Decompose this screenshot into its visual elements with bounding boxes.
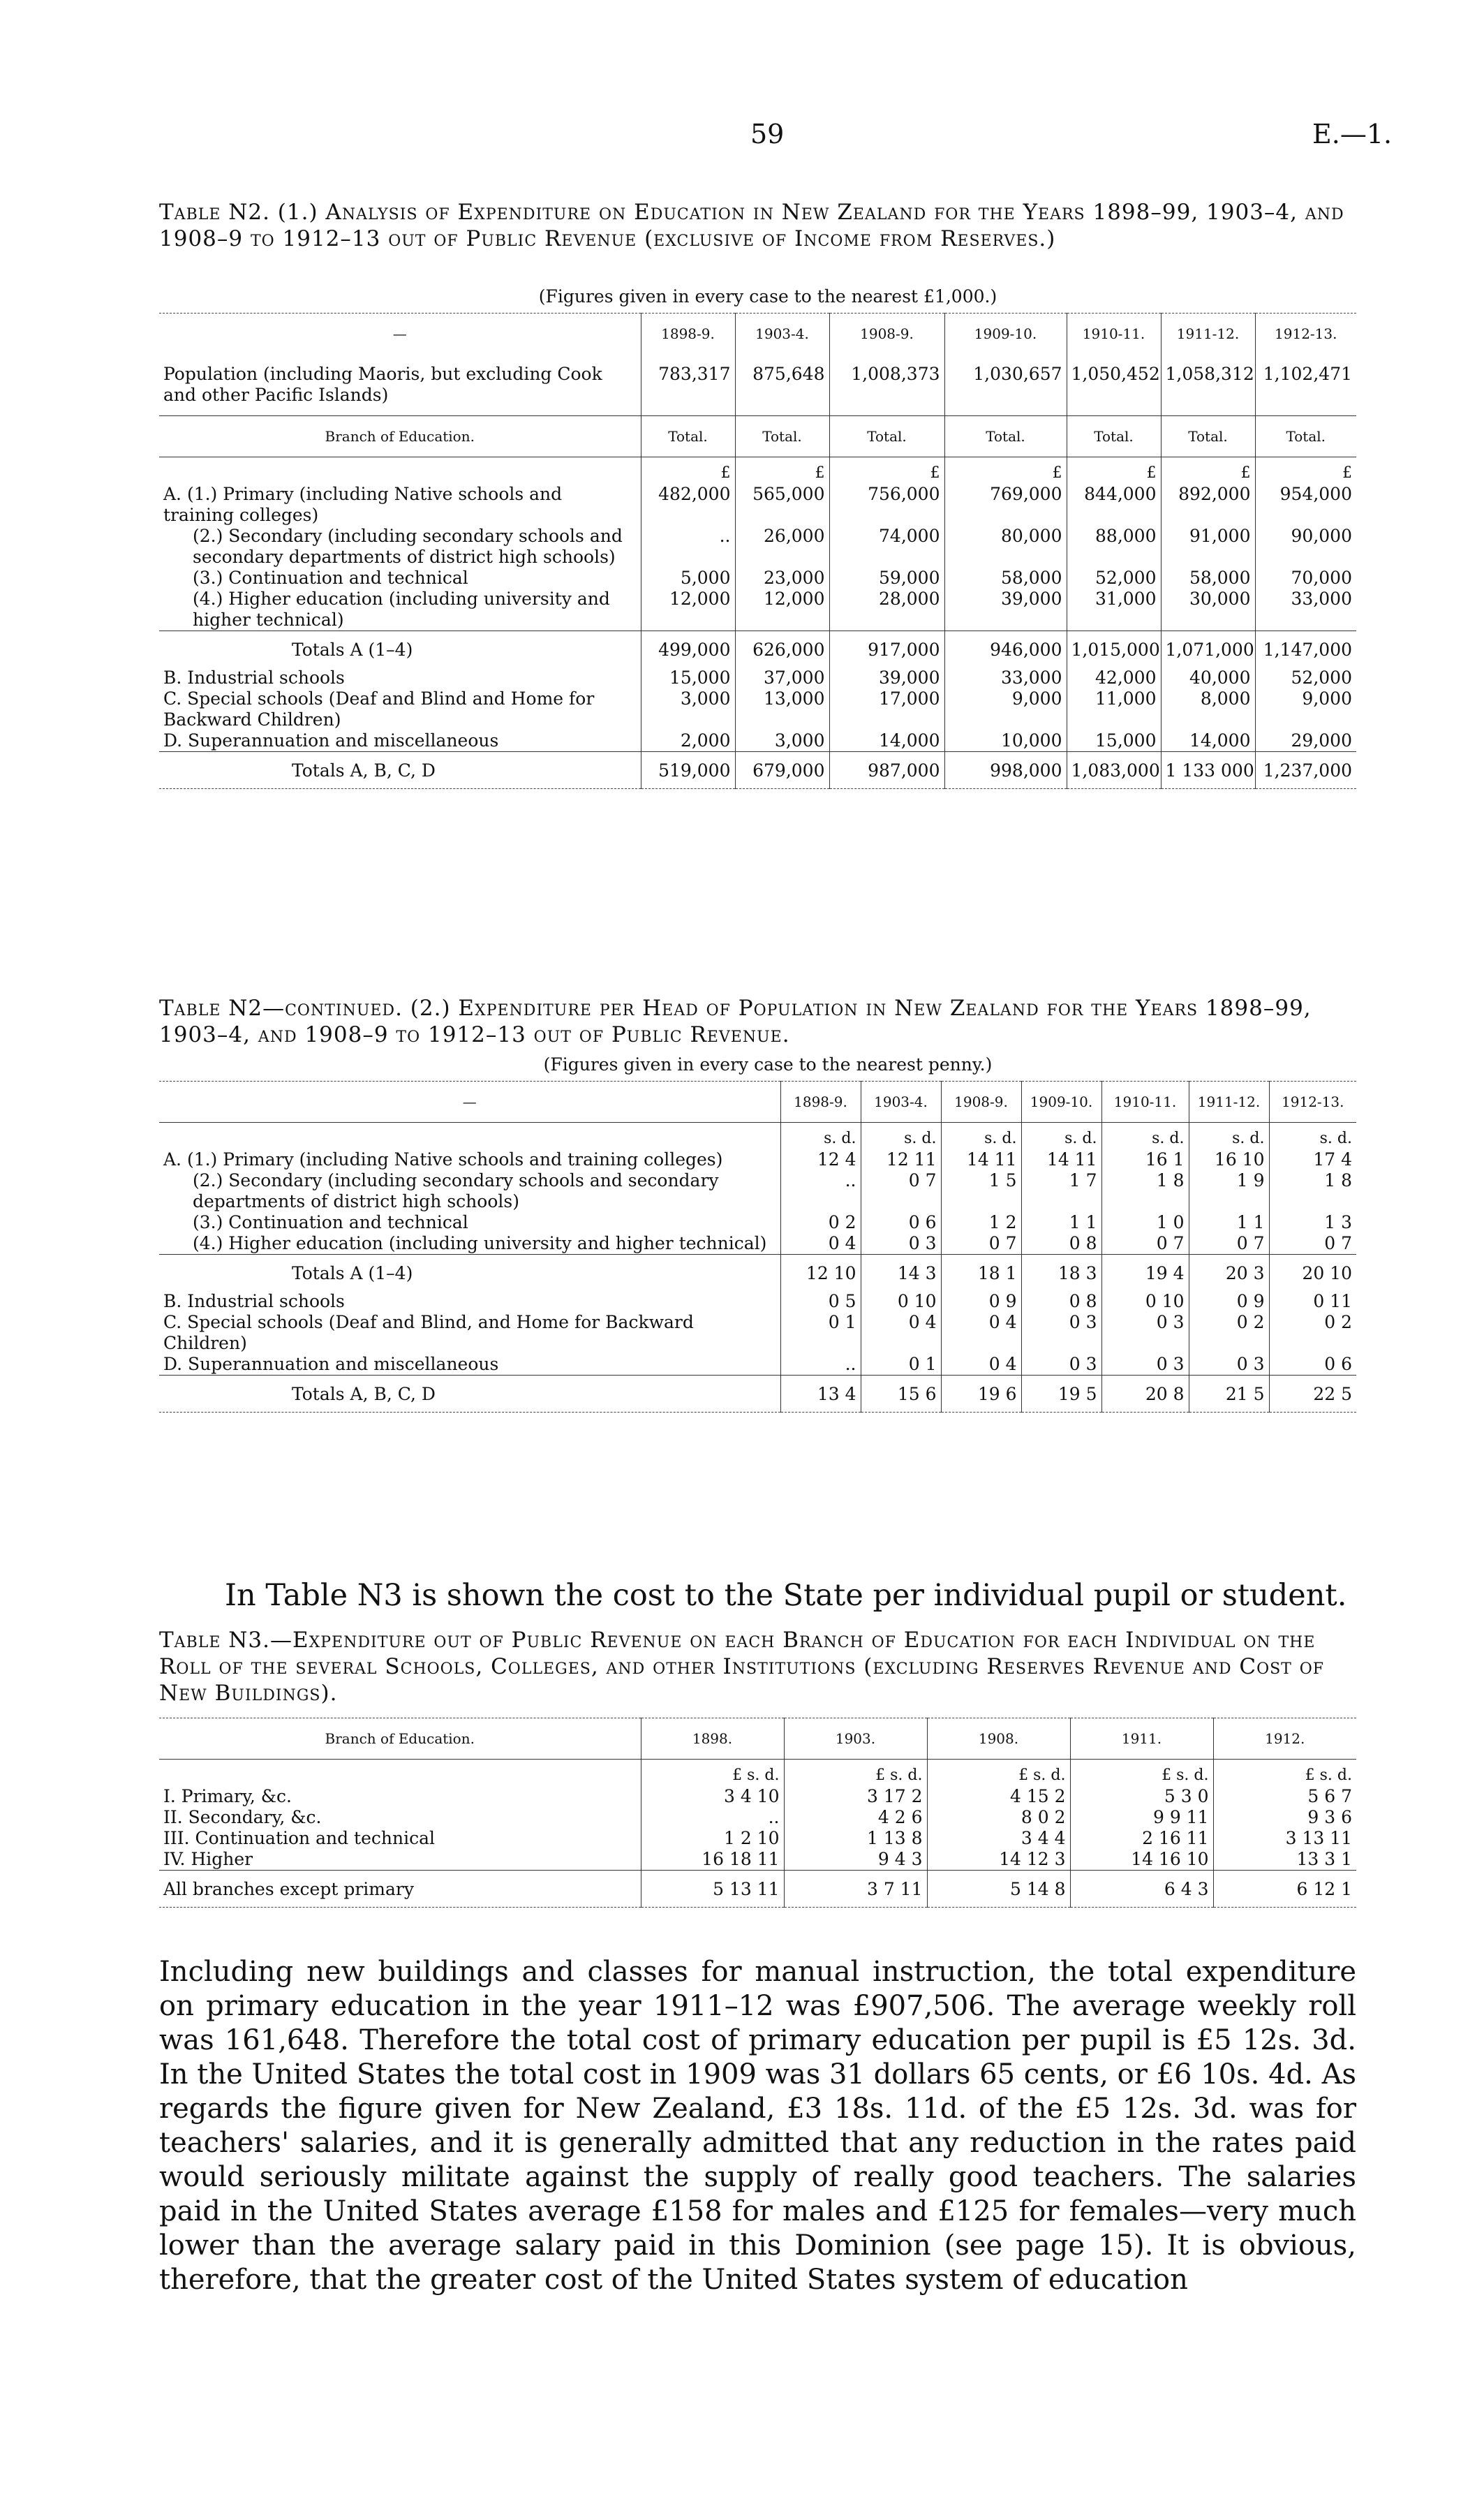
row-value: 1,083,000 (1067, 752, 1161, 789)
row-value: 0 6 (1269, 1354, 1356, 1376)
row-value: 679,000 (735, 752, 829, 789)
year-header: 1911-12. (1161, 314, 1255, 355)
row-value: 756,000 (829, 484, 944, 526)
row-value: 1 133 000 (1161, 752, 1255, 789)
row-label: B. Industrial schools (163, 1291, 345, 1311)
row-value: 519,000 (641, 752, 735, 789)
table-n3-intro: In Table N3 is shown the cost to the State per individual pupil or student. (225, 1578, 1347, 1613)
row-value: 0 7 (941, 1233, 1021, 1255)
row-value: 19 6 (941, 1376, 1021, 1413)
row-value: 0 4 (861, 1312, 941, 1354)
population-value: 1,030,657 (944, 354, 1067, 416)
row-value: 998,000 (944, 752, 1067, 789)
table-row (159, 1291, 1356, 1312)
row-value: 0 6 (861, 1212, 941, 1233)
row-label: D. Superannuation and miscellaneous (163, 730, 499, 751)
row-value: 1,071,000 (1161, 631, 1255, 668)
row-value: 1 1 (1189, 1212, 1269, 1233)
table-row (159, 1212, 1356, 1233)
table-row (159, 1828, 1356, 1849)
table-n3-title: Table N3.—Expenditure out of Public Revenue on each Branch of Education for each Individual on the Roll of the several Schools, Colleges, and other Institutions (excluding Reserves Revenue and Cost of New Buildings). (159, 1628, 1324, 1706)
unit-label: £ s. d. (927, 1760, 1070, 1787)
table-row (159, 1786, 1356, 1807)
row-label: III. Continuation and technical (163, 1828, 435, 1848)
row-value: 0 7 (1189, 1233, 1269, 1255)
unit-row (159, 1760, 1356, 1787)
page-number: 59 (750, 119, 785, 149)
row-value: 0 2 (1269, 1312, 1356, 1354)
row-value: 482,000 (641, 484, 735, 526)
unit-label: s. d. (1021, 1123, 1101, 1150)
year-header: 1908. (927, 1718, 1070, 1760)
unit-label: s. d. (780, 1123, 861, 1150)
year-header: 1910-11. (1067, 314, 1161, 355)
unit-label: £ (829, 457, 944, 485)
row-value: 20 3 (1189, 1255, 1269, 1292)
row-value: 14,000 (829, 730, 944, 752)
row-value: 0 9 (941, 1291, 1021, 1312)
table-n2-1 (159, 313, 1356, 789)
year-header: 1912. (1213, 1718, 1356, 1760)
row-label: (4.) Higher education (including university and higher technical) (193, 1233, 767, 1253)
row-value: 1 2 10 (641, 1828, 784, 1849)
table-n2-1-note: (Figures given in every case to the nearest £1,000.) (538, 286, 997, 307)
row-value: .. (780, 1354, 861, 1376)
row-value: 0 7 (861, 1170, 941, 1212)
corner-dash: — (462, 1093, 477, 1110)
row-value: 0 8 (1021, 1291, 1101, 1312)
unit-label: s. d. (1189, 1123, 1269, 1150)
row-value: 12 11 (861, 1149, 941, 1170)
row-label: IV. Higher (163, 1849, 253, 1869)
population-value: 875,648 (735, 354, 829, 416)
corner-dash: — (392, 325, 407, 342)
population-value: 783,317 (641, 354, 735, 416)
row-value: 28,000 (829, 589, 944, 631)
row-value: 3,000 (641, 688, 735, 730)
unit-label: £ (1161, 457, 1255, 485)
row-value: 0 3 (1189, 1354, 1269, 1376)
row-value: 21 5 (1189, 1376, 1269, 1413)
row-value: 26,000 (735, 526, 829, 568)
total-header: Total. (1067, 416, 1161, 457)
row-value: 14 3 (861, 1255, 941, 1292)
row-label: Totals A, B, C, D (159, 752, 641, 789)
row-value: 1 9 (1189, 1170, 1269, 1212)
total-header: Total. (944, 416, 1067, 457)
row-value: 1 8 (1269, 1170, 1356, 1212)
row-value: 17,000 (829, 688, 944, 730)
row-value: 29,000 (1255, 730, 1356, 752)
table-row (159, 568, 1356, 589)
row-value: 5 3 0 (1070, 1786, 1213, 1807)
total-header: Total. (641, 416, 735, 457)
row-value: 0 5 (780, 1291, 861, 1312)
row-label: (2.) Secondary (including secondary schools and secondary departments of district high schools) (193, 1170, 719, 1211)
row-value: 1 13 8 (784, 1828, 927, 1849)
row-value: 12,000 (735, 589, 829, 631)
table-row (159, 1312, 1356, 1354)
row-value: 0 3 (1021, 1312, 1101, 1354)
row-value: 987,000 (829, 752, 944, 789)
row-value: 3,000 (735, 730, 829, 752)
row-value: 20 10 (1269, 1255, 1356, 1292)
population-label: Population (including Maoris, but excluding Cook and other Pacific Islands) (163, 364, 602, 405)
row-value: 33,000 (1255, 589, 1356, 631)
row-value: 1 5 (941, 1170, 1021, 1212)
branch-header: Branch of Education. (159, 416, 641, 457)
table-row (159, 1871, 1356, 1908)
row-value: 74,000 (829, 526, 944, 568)
year-header: 1903. (784, 1718, 927, 1760)
row-label: D. Superannuation and miscellaneous (163, 1354, 499, 1374)
table-row (159, 1233, 1356, 1255)
row-value: 892,000 (1161, 484, 1255, 526)
row-value: 1,237,000 (1255, 752, 1356, 789)
row-value: 31,000 (1067, 589, 1161, 631)
year-header: 1908-9. (829, 314, 944, 355)
year-header: 1911. (1070, 1718, 1213, 1760)
year-header: 1909-10. (944, 314, 1067, 355)
row-label: (2.) Secondary (including secondary schools and secondary departments of district high schools) (193, 526, 623, 567)
row-value: 52,000 (1255, 668, 1356, 688)
row-value: 917,000 (829, 631, 944, 668)
table-n2-2-note: (Figures given in every case to the nearest penny.) (543, 1054, 993, 1075)
row-value: 13,000 (735, 688, 829, 730)
row-value: 2,000 (641, 730, 735, 752)
row-value: 3 13 11 (1213, 1828, 1356, 1849)
row-value: 91,000 (1161, 526, 1255, 568)
row-value: 1 7 (1021, 1170, 1101, 1212)
row-value: 3 4 10 (641, 1786, 784, 1807)
unit-label: s. d. (941, 1123, 1021, 1150)
row-value: 14,000 (1161, 730, 1255, 752)
table-row (159, 1170, 1356, 1212)
row-value: 3 17 2 (784, 1786, 927, 1807)
unit-label: £ s. d. (641, 1760, 784, 1787)
table-row (159, 1807, 1356, 1828)
row-value: 1,015,000 (1067, 631, 1161, 668)
row-value: 0 4 (941, 1354, 1021, 1376)
row-label: (3.) Continuation and technical (193, 1212, 468, 1232)
row-value: 15,000 (641, 668, 735, 688)
row-label: Totals A (1–4) (159, 631, 641, 668)
row-label: C. Special schools (Deaf and Blind and Home for Backward Children) (163, 688, 595, 730)
row-value: 90,000 (1255, 526, 1356, 568)
row-value: 52,000 (1067, 568, 1161, 589)
row-value: 4 15 2 (927, 1786, 1070, 1807)
year-header: 1912-13. (1255, 314, 1356, 355)
row-value: 58,000 (1161, 568, 1255, 589)
branch-header: Branch of Education. (325, 1730, 475, 1747)
row-value: 19 5 (1021, 1376, 1101, 1413)
row-value: .. (641, 526, 735, 568)
row-value: 6 12 1 (1213, 1871, 1356, 1908)
year-header: 1911-12. (1189, 1082, 1269, 1123)
row-value: 5,000 (641, 568, 735, 589)
row-value: 88,000 (1067, 526, 1161, 568)
unit-label: £ (735, 457, 829, 485)
unit-label: £ (1067, 457, 1161, 485)
row-label: Totals A (1–4) (159, 1255, 780, 1292)
row-value: 16 10 (1189, 1149, 1269, 1170)
row-value: 70,000 (1255, 568, 1356, 589)
row-value: 8,000 (1161, 688, 1255, 730)
row-label: A. (1.) Primary (including Native schools and training colleges) (163, 1149, 723, 1170)
row-value: 10,000 (944, 730, 1067, 752)
table-row (159, 631, 1356, 668)
row-value: 20 8 (1101, 1376, 1189, 1413)
year-header: 1898-9. (780, 1082, 861, 1123)
row-value: 0 9 (1189, 1291, 1269, 1312)
row-value: 1,147,000 (1255, 631, 1356, 668)
table-row (159, 1376, 1356, 1413)
row-value: 0 8 (1021, 1233, 1101, 1255)
unit-label: £ s. d. (784, 1760, 927, 1787)
year-header: 1908-9. (941, 1082, 1021, 1123)
row-value: 0 3 (1021, 1354, 1101, 1376)
row-value: 1 8 (1101, 1170, 1189, 1212)
row-value: 12,000 (641, 589, 735, 631)
row-value: 9 4 3 (784, 1849, 927, 1871)
unit-label: s. d. (861, 1123, 941, 1150)
row-label: (3.) Continuation and technical (193, 568, 468, 588)
row-value: 769,000 (944, 484, 1067, 526)
table-row (159, 668, 1356, 688)
table-row (159, 1849, 1356, 1871)
row-label: I. Primary, &c. (163, 1786, 292, 1806)
row-value: 0 2 (1189, 1312, 1269, 1354)
row-value: 19 4 (1101, 1255, 1189, 1292)
row-value: 626,000 (735, 631, 829, 668)
row-value: 13 4 (780, 1376, 861, 1413)
row-value: 5 6 7 (1213, 1786, 1356, 1807)
row-value: 1 0 (1101, 1212, 1189, 1233)
row-value: 5 14 8 (927, 1871, 1070, 1908)
year-header: 1903-4. (735, 314, 829, 355)
row-value: 0 2 (780, 1212, 861, 1233)
table-row (159, 752, 1356, 789)
row-label: A. (1.) Primary (including Native schools and training colleges) (163, 484, 563, 525)
unit-label: s. d. (1269, 1123, 1356, 1150)
row-label: (4.) Higher education (including university and higher technical) (193, 589, 610, 630)
row-value: 18 1 (941, 1255, 1021, 1292)
table-n2-1-title: Table N2. (1.) Analysis of Expenditure on Education in New Zealand for the Years 1898–99, 1903–4, and 1908–9 to 1912–13 out of Public Revenue (exclusive of Income from Reserves.) (159, 200, 1344, 251)
population-value: 1,008,373 (829, 354, 944, 416)
row-value: 6 4 3 (1070, 1871, 1213, 1908)
row-value: 42,000 (1067, 668, 1161, 688)
row-value: 0 4 (941, 1312, 1021, 1354)
year-header: 1912-13. (1269, 1082, 1356, 1123)
row-value: 12 4 (780, 1149, 861, 1170)
row-value: 0 11 (1269, 1291, 1356, 1312)
row-value: 15,000 (1067, 730, 1161, 752)
table-row (159, 1149, 1356, 1170)
population-value: 1,050,452 (1067, 354, 1161, 416)
unit-label: £ s. d. (1070, 1760, 1213, 1787)
row-value: 0 3 (1101, 1354, 1189, 1376)
row-value: 58,000 (944, 568, 1067, 589)
population-value: 1,102,471 (1255, 354, 1356, 416)
row-value: 0 4 (780, 1233, 861, 1255)
total-header: Total. (1161, 416, 1255, 457)
row-value: 16 18 11 (641, 1849, 784, 1871)
row-value: 9,000 (944, 688, 1067, 730)
row-value: 17 4 (1269, 1149, 1356, 1170)
unit-label: s. d. (1101, 1123, 1189, 1150)
row-value: 0 1 (780, 1312, 861, 1354)
population-row (159, 354, 1356, 416)
row-value: 8 0 2 (927, 1807, 1070, 1828)
row-value: 0 1 (861, 1354, 941, 1376)
row-value: .. (641, 1807, 784, 1828)
table-n2-2-title: Table N2—continued. (2.) Expenditure per Head of Population in New Zealand for the Years 1898–99, 1903–4, and 1908–9 to 1912–13 out of Public Revenue. (159, 996, 1312, 1047)
table-n3 (159, 1718, 1356, 1908)
total-header: Total. (735, 416, 829, 457)
row-value: 23,000 (735, 568, 829, 589)
row-value: 9,000 (1255, 688, 1356, 730)
row-label: C. Special schools (Deaf and Blind, and Home for Backward Children) (163, 1312, 694, 1353)
row-label: II. Secondary, &c. (163, 1807, 322, 1827)
row-value: 3 4 4 (927, 1828, 1070, 1849)
table-row (159, 589, 1356, 631)
row-value: 844,000 (1067, 484, 1161, 526)
year-header: 1898-9. (641, 314, 735, 355)
table-row (159, 526, 1356, 568)
unit-row (159, 1123, 1356, 1150)
unit-label: £ (641, 457, 735, 485)
closing-paragraph: Including new buildings and classes for manual instruction, the total expenditure on primary education in the year 1911–12 was £907,506. The average weekly roll was 161,648. Therefore the total cost of primary education per pupil is £5 12s. 3d. In the United States the total cost in 1909 was 31 dollars 65 cents, or £6 10s. 4d. As regards the figure given for New Zealand, £3 18s. 11d. of the £5 12s. 3d. was for teachers' salaries, and it is generally admitted that any reduction in the rates paid would seriously militate against the supply of really good teachers. The salaries paid in the United States average £158 for males and £125 for females—very much lower than the average salary paid in this Dominion (see page 15). It is obvious, therefore, that the greater cost of the United States system of education (159, 1956, 1356, 2296)
population-value: 1,058,312 (1161, 354, 1255, 416)
table-row (159, 1255, 1356, 1292)
year-header: 1909-10. (1021, 1082, 1101, 1123)
row-value: 0 7 (1269, 1233, 1356, 1255)
row-label: Totals A, B, C, D (159, 1376, 780, 1413)
row-value: 22 5 (1269, 1376, 1356, 1413)
unit-label: £ s. d. (1213, 1760, 1356, 1787)
row-value: 11,000 (1067, 688, 1161, 730)
row-value: 18 3 (1021, 1255, 1101, 1292)
row-value: 2 16 11 (1070, 1828, 1213, 1849)
row-value: 30,000 (1161, 589, 1255, 631)
row-value: 0 3 (861, 1233, 941, 1255)
row-value: 0 3 (1101, 1312, 1189, 1354)
row-value: 0 10 (861, 1291, 941, 1312)
row-value: 39,000 (944, 589, 1067, 631)
total-header: Total. (1255, 416, 1356, 457)
unit-label: £ (1255, 457, 1356, 485)
row-value: 39,000 (829, 668, 944, 688)
row-value: 565,000 (735, 484, 829, 526)
row-value: 946,000 (944, 631, 1067, 668)
unit-label: £ (944, 457, 1067, 485)
row-value: 40,000 (1161, 668, 1255, 688)
unit-row (159, 457, 1356, 485)
total-header-row (159, 416, 1356, 457)
document-reference: E.—1. (1312, 119, 1393, 149)
row-value: 15 6 (861, 1376, 941, 1413)
row-value: 59,000 (829, 568, 944, 589)
row-value: 14 11 (941, 1149, 1021, 1170)
table-row (159, 484, 1356, 526)
row-value: 499,000 (641, 631, 735, 668)
row-value: 1 3 (1269, 1212, 1356, 1233)
row-value: 80,000 (944, 526, 1067, 568)
row-label: B. Industrial schools (163, 668, 345, 688)
row-value: 33,000 (944, 668, 1067, 688)
row-value: 14 11 (1021, 1149, 1101, 1170)
row-value: 3 7 11 (784, 1871, 927, 1908)
row-value: 9 3 6 (1213, 1807, 1356, 1828)
row-value: 1 1 (1021, 1212, 1101, 1233)
row-value: 9 9 11 (1070, 1807, 1213, 1828)
row-value: .. (780, 1170, 861, 1212)
table-n2-2 (159, 1081, 1356, 1413)
row-label: All branches except primary (159, 1871, 641, 1908)
row-value: 14 12 3 (927, 1849, 1070, 1871)
total-header: Total. (829, 416, 944, 457)
row-value: 14 16 10 (1070, 1849, 1213, 1871)
row-value: 954,000 (1255, 484, 1356, 526)
table-row (159, 730, 1356, 752)
row-value: 0 7 (1101, 1233, 1189, 1255)
row-value: 37,000 (735, 668, 829, 688)
table-row (159, 1354, 1356, 1376)
row-value: 0 10 (1101, 1291, 1189, 1312)
row-value: 13 3 1 (1213, 1849, 1356, 1871)
year-header: 1910-11. (1101, 1082, 1189, 1123)
row-value: 5 13 11 (641, 1871, 784, 1908)
row-value: 12 10 (780, 1255, 861, 1292)
row-value: 4 2 6 (784, 1807, 927, 1828)
year-header: 1898. (641, 1718, 784, 1760)
row-value: 16 1 (1101, 1149, 1189, 1170)
year-header: 1903-4. (861, 1082, 941, 1123)
row-value: 1 2 (941, 1212, 1021, 1233)
table-row (159, 688, 1356, 730)
